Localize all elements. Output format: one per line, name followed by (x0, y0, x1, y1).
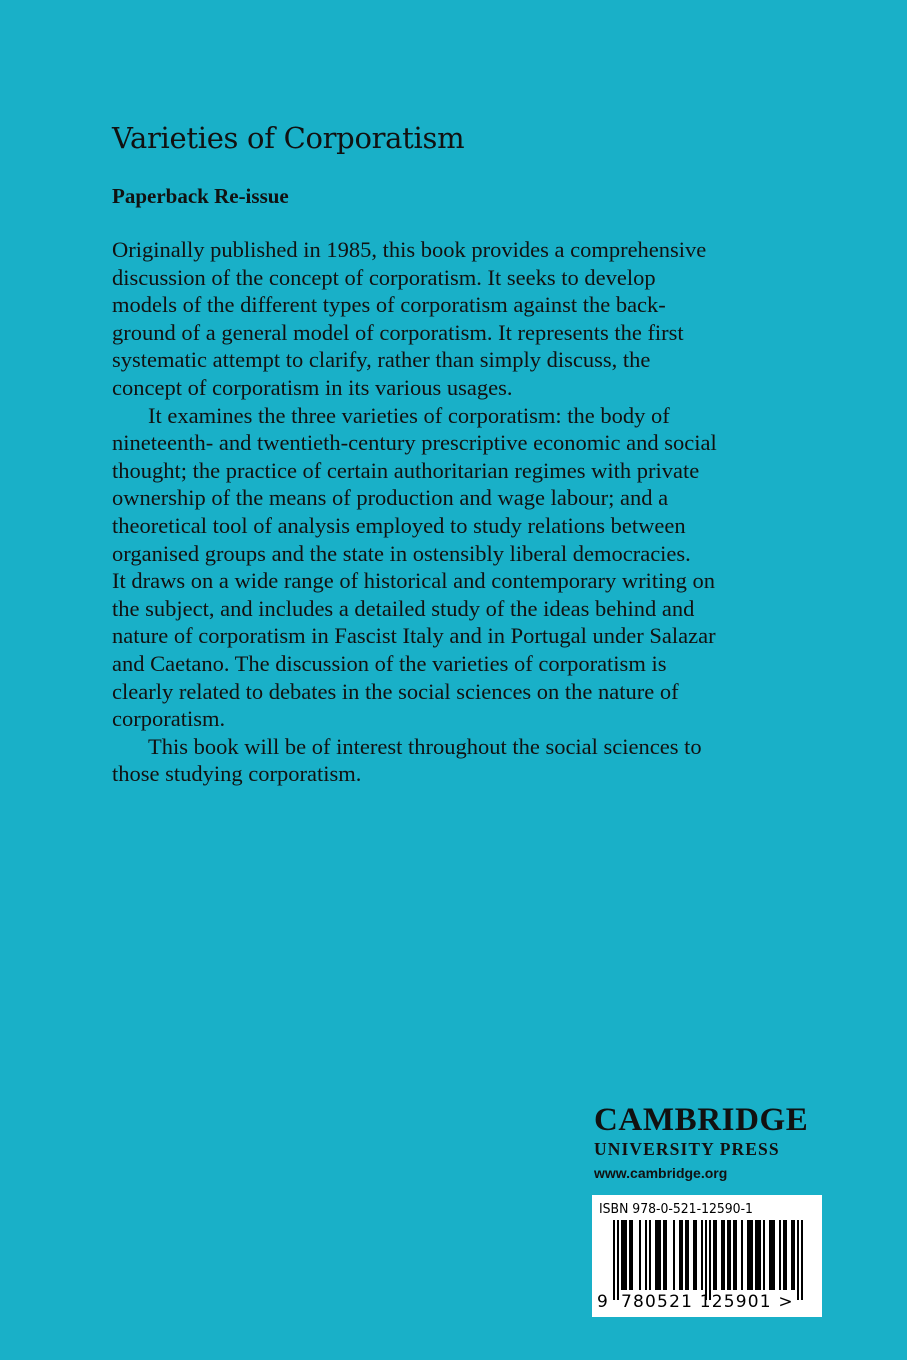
blurb-line: It draws on a wide range of historical and contemporary writing on (112, 568, 715, 594)
blurb-line: and Caetano. The discussion of the varieties of corporatism is (112, 650, 667, 676)
blurb-text (112, 236, 802, 788)
barcode-bar (755, 1220, 757, 1290)
barcode-bar (663, 1220, 665, 1290)
barcode-bar (727, 1220, 729, 1290)
blurb-line: It examines the three varieties of corporatism: the body of (148, 402, 670, 428)
barcode-panel (592, 1195, 822, 1317)
blurb-line: concept of corporatism in its various usages. (112, 374, 513, 400)
blurb-line: models of the different types of corporatism against the back- (112, 292, 666, 318)
blurb-line: ownership of the means of production and wage labour; and a (112, 485, 669, 511)
barcode-bar (733, 1220, 735, 1290)
barcode-bar (797, 1220, 799, 1300)
barcode-first-digit: 9 (597, 1292, 608, 1312)
publisher-logo (594, 1104, 826, 1183)
isbn-label: ISBN 978-0-521-12590-1 (599, 1201, 753, 1217)
barcode-bar (757, 1220, 759, 1290)
publisher-name: CAMBRIDGE (594, 1102, 809, 1138)
barcode-bar (771, 1220, 773, 1290)
barcode-bar (655, 1220, 657, 1290)
barcode-bar (721, 1220, 723, 1290)
barcode-bar (695, 1220, 697, 1290)
barcode-bar (645, 1220, 647, 1290)
blurb-line: clearly related to debates in the social sciences on the nature of (112, 678, 679, 704)
blurb-line: the subject, and includes a detailed study of the ideas behind and (112, 595, 695, 621)
edition-label: Paperback Re-issue (112, 184, 289, 208)
barcode-bar (617, 1220, 619, 1300)
barcode-bar (629, 1220, 631, 1290)
barcode-bar (679, 1220, 681, 1290)
barcode-bar (659, 1220, 661, 1290)
barcode-bar (665, 1220, 667, 1290)
blurb-line: those studying corporatism. (112, 761, 362, 787)
barcode-bar (657, 1220, 659, 1290)
barcode-bar (773, 1220, 775, 1290)
blurb-line: nature of corporatism in Fascist Italy and in Portugal under Salazar (112, 623, 716, 649)
barcode-bar (801, 1220, 803, 1300)
barcode-bar (791, 1220, 793, 1290)
blurb-line: Originally published in 1985, this book provides a comprehensive (112, 237, 707, 262)
barcode-bar (631, 1220, 633, 1290)
blurb-line: discussion of the concept of corporatism. It seeks to develop (112, 264, 656, 290)
blurb-line: systematic attempt to clarify, rather than simply discuss, the (112, 347, 651, 373)
blurb-line: theoretical tool of analysis employed to study relations between (112, 512, 686, 538)
barcode-bar (749, 1220, 751, 1290)
barcode-bar (673, 1220, 675, 1290)
barcode-bar (613, 1220, 615, 1300)
barcode-bar (649, 1220, 651, 1290)
blurb-line: corporatism. (112, 706, 226, 732)
barcode-bar (763, 1220, 765, 1290)
barcode-bar (625, 1220, 627, 1290)
blurb-line: This book will be of interest throughout the social sciences to (148, 733, 702, 759)
barcode-bar (681, 1220, 683, 1290)
blurb-line: thought; the practice of certain authoritarian regimes with private (112, 457, 700, 483)
barcode-bar (687, 1220, 689, 1290)
barcode-bar (785, 1220, 787, 1290)
barcode-bar (621, 1220, 623, 1290)
barcode-bar (715, 1220, 717, 1290)
barcode-bar (779, 1220, 781, 1290)
barcode-digits: 780521 125901 > (621, 1292, 794, 1312)
barcode-bar (701, 1220, 703, 1290)
barcode-bar (705, 1220, 707, 1300)
barcode-bar (693, 1220, 695, 1290)
blurb-line: organised groups and the state in ostensibly liberal democracies. (112, 540, 691, 566)
barcode-bar (709, 1220, 711, 1300)
publisher-subname: UNIVERSITY PRESS (594, 1139, 780, 1159)
blurb-line: nineteenth- and twentieth-century prescriptive economic and social (112, 430, 717, 456)
barcode-bar (623, 1220, 625, 1290)
barcode-bar (769, 1220, 771, 1290)
publisher-url: www.cambridge.org (594, 1165, 728, 1181)
barcode-bar (741, 1220, 743, 1290)
barcode-bar (793, 1220, 795, 1290)
barcode-bar (713, 1220, 715, 1290)
barcode-bar (729, 1220, 731, 1290)
barcode-bar (735, 1220, 737, 1290)
blurb-line: ground of a general model of corporatism. It represents the first (112, 319, 684, 345)
barcode-bar (639, 1220, 641, 1290)
barcode-bar (751, 1220, 753, 1290)
barcode-bar (759, 1220, 761, 1290)
barcode-bar (747, 1220, 749, 1290)
book-title: Varieties of Corporatism (112, 121, 465, 155)
barcode-bar (783, 1220, 785, 1290)
barcode-bar (685, 1220, 687, 1290)
barcode-bar (723, 1220, 725, 1290)
